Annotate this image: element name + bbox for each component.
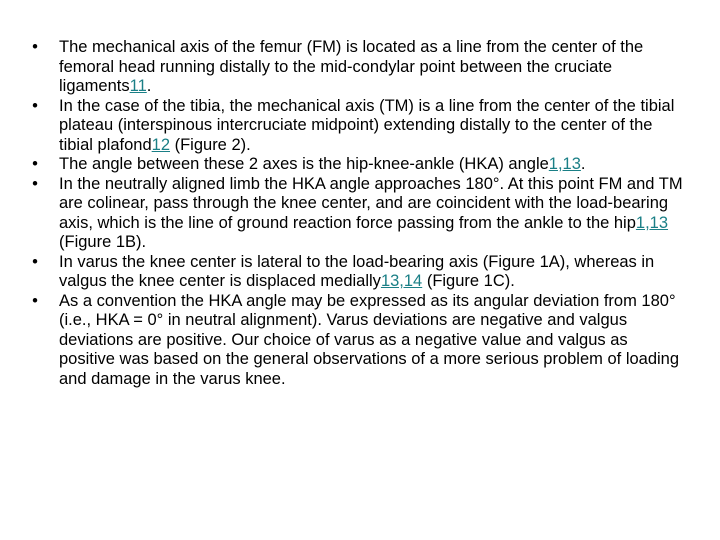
bullet-text: As a convention the HKA angle may be expressed as its angular deviation from 180° (i.e., HKA = 0° in neutral alignment). Varus deviations are negative and valgus deviations are positive. Our choice of varus as a negative value and valgus as positive was based on the general observations of a more serious problem of loading and damage in the varus knee.	[59, 291, 680, 388]
bullet-item-hka-convention	[28, 292, 688, 390]
bullet-text-tail: (Figure 1B).	[59, 233, 147, 251]
reference-link[interactable]: 11	[129, 77, 147, 95]
bullet-icon: •	[32, 155, 38, 173]
bullet-icon: •	[32, 252, 38, 271]
bullet-item-femur-axis	[28, 38, 688, 97]
bullet-text: The mechanical axis of the femur (FM) is located as a line from the center of the femoral head running distally to the mid-condylar point between the cruciate ligaments	[59, 38, 644, 95]
bullet-item-tibia-axis	[28, 97, 688, 156]
reference-link[interactable]: 13,14	[380, 272, 423, 290]
reference-link[interactable]: 12	[151, 135, 171, 154]
bullet-text: In the neutrally aligned limb the HKA angle approaches 180°. At this point FM and TM are colinear, pass through the knee center, and are coincident with the load-bearing axis, which is the line of ground reaction force passing from the ankle to the hip	[59, 174, 683, 232]
bullet-item-varus-valgus	[28, 253, 688, 292]
bullet-text-tail: (Figure 1C).	[422, 272, 515, 290]
bullet-text-tail: .	[580, 155, 586, 173]
bullet-icon: •	[32, 96, 38, 115]
bullet-text: In varus the knee center is lateral to the load-bearing axis (Figure 1A), whereas in valgus the knee center is displaced medially	[59, 252, 655, 290]
bullet-icon: •	[32, 174, 38, 193]
bullet-text: In the case of the tibia, the mechanical axis (TM) is a line from the center of the tibial plateau (interspinous intercruciate midpoint) extending distally to the center of the tibial plafond	[59, 96, 675, 154]
bullet-icon: •	[32, 291, 38, 310]
bullet-text-tail: .	[146, 77, 152, 95]
bullet-item-neutral-alignment	[28, 175, 688, 253]
bullet-list	[28, 38, 688, 389]
bullet-text-tail: (Figure 2).	[170, 135, 251, 154]
reference-link[interactable]: 1,13	[548, 155, 581, 173]
bullet-icon: •	[32, 38, 38, 56]
bullet-text: The angle between these 2 axes is the hip-knee-ankle (HKA) angle	[59, 155, 549, 173]
reference-link[interactable]: 1,13	[635, 213, 669, 232]
bullet-item-hka-angle	[28, 155, 688, 175]
